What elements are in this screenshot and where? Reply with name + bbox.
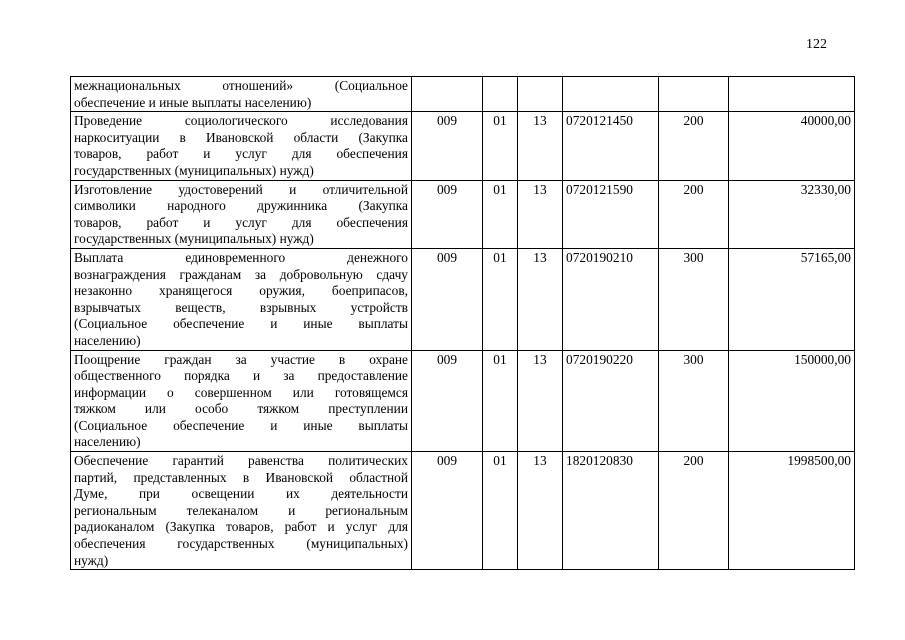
row-name-line: Выплата единовременного денежного — [74, 249, 408, 265]
budget-table — [70, 76, 855, 570]
row-name-cell — [71, 112, 412, 180]
row-name-line: Проведение социологического исследования — [74, 113, 408, 129]
subsection-code-cell: 13 — [518, 452, 563, 570]
row-name-line: взрывчатых веществ, взрывных устройств — [74, 299, 408, 315]
target-article-cell: 0720121590 — [563, 180, 659, 248]
row-name-line: нужд) — [74, 552, 109, 568]
table-row — [71, 350, 855, 452]
row-name-line: (Социальное обеспечение и иные выплаты — [74, 417, 408, 433]
table-row — [71, 112, 855, 180]
table-body — [71, 77, 855, 570]
expense-type-cell: 300 — [659, 350, 729, 452]
subsection-code-cell: 13 — [518, 180, 563, 248]
row-name-cell — [71, 77, 412, 112]
page-number: 122 — [806, 37, 827, 52]
target-article-cell: 0720190220 — [563, 350, 659, 452]
amount-cell: 1998500,00 — [729, 452, 855, 570]
ministry-code-cell: 009 — [412, 452, 483, 570]
row-name-line: символики народного дружинника (Закупка — [74, 198, 408, 214]
expense-type-cell — [659, 77, 729, 112]
table-row — [71, 180, 855, 248]
row-name-line: незаконно хранящегося оружия, боеприпасов, — [74, 283, 408, 299]
row-name-line: (Социальное обеспечение и иные выплаты — [74, 316, 408, 332]
row-name-line: радиоканалом (Закупка товаров, работ и услуг для — [74, 519, 408, 535]
row-name-line: наркоситуации в Ивановской области (Закупка — [74, 129, 408, 145]
row-name-line: региональным телеканалом и региональным — [74, 502, 408, 518]
target-article-cell: 0720121450 — [563, 112, 659, 180]
row-name-line: Думе, при освещении их деятельности — [74, 486, 408, 502]
amount-cell — [729, 77, 855, 112]
table-row — [71, 77, 855, 112]
expense-type-cell: 200 — [659, 112, 729, 180]
subsection-code-cell: 13 — [518, 112, 563, 180]
row-name-line: обеспечения государственных (муниципальных) — [74, 536, 408, 552]
section-code-cell: 01 — [483, 112, 518, 180]
row-name-line: товаров, работ и услуг для обеспечения — [74, 146, 408, 162]
row-name-line: государственных (муниципальных) нужд) — [74, 162, 314, 178]
amount-cell: 40000,00 — [729, 112, 855, 180]
ministry-code-cell — [412, 77, 483, 112]
row-name-line: государственных (муниципальных) нужд) — [74, 231, 314, 247]
ministry-code-cell: 009 — [412, 248, 483, 350]
row-name-cell — [71, 180, 412, 248]
row-name-line: Обеспечение гарантий равенства политических — [74, 453, 408, 469]
section-code-cell: 01 — [483, 248, 518, 350]
row-name-line: общественного порядка и за предоставление — [74, 368, 408, 384]
expense-type-cell: 200 — [659, 180, 729, 248]
row-name-line: обеспечение и иные выплаты населению) — [74, 94, 312, 110]
row-name-cell — [71, 350, 412, 452]
target-article-cell: 1820120830 — [563, 452, 659, 570]
row-name-line: партий, представленных в Ивановской областной — [74, 469, 408, 485]
row-name-line: межнациональных отношений» (Социальное — [74, 78, 408, 93]
section-code-cell: 01 — [483, 350, 518, 452]
row-name-line: населению) — [74, 332, 141, 348]
row-name-line: тяжком или особо тяжком преступлении — [74, 401, 408, 417]
ministry-code-cell: 009 — [412, 112, 483, 180]
target-article-cell: 0720190210 — [563, 248, 659, 350]
ministry-code-cell: 009 — [412, 350, 483, 452]
subsection-code-cell — [518, 77, 563, 112]
amount-cell: 150000,00 — [729, 350, 855, 452]
row-name-cell — [71, 452, 412, 570]
subsection-code-cell: 13 — [518, 248, 563, 350]
amount-cell: 57165,00 — [729, 248, 855, 350]
target-article-cell — [563, 77, 659, 112]
amount-cell: 32330,00 — [729, 180, 855, 248]
section-code-cell — [483, 77, 518, 112]
row-name-line: Поощрение граждан за участие в охране — [74, 351, 408, 367]
row-name-line: вознаграждения гражданам за добровольную сдачу — [74, 266, 408, 282]
subsection-code-cell: 13 — [518, 350, 563, 452]
row-name-line: населению) — [74, 434, 141, 450]
section-code-cell: 01 — [483, 180, 518, 248]
row-name-line: Изготовление удостоверений и отличительной — [74, 181, 408, 197]
section-code-cell: 01 — [483, 452, 518, 570]
expense-type-cell: 200 — [659, 452, 729, 570]
row-name-line: товаров, работ и услуг для обеспечения — [74, 214, 408, 230]
row-name-cell — [71, 248, 412, 350]
ministry-code-cell: 009 — [412, 180, 483, 248]
expense-type-cell: 300 — [659, 248, 729, 350]
table-row — [71, 452, 855, 570]
row-name-line: информации о совершенном или готовящемся — [74, 384, 408, 400]
table-row — [71, 248, 855, 350]
